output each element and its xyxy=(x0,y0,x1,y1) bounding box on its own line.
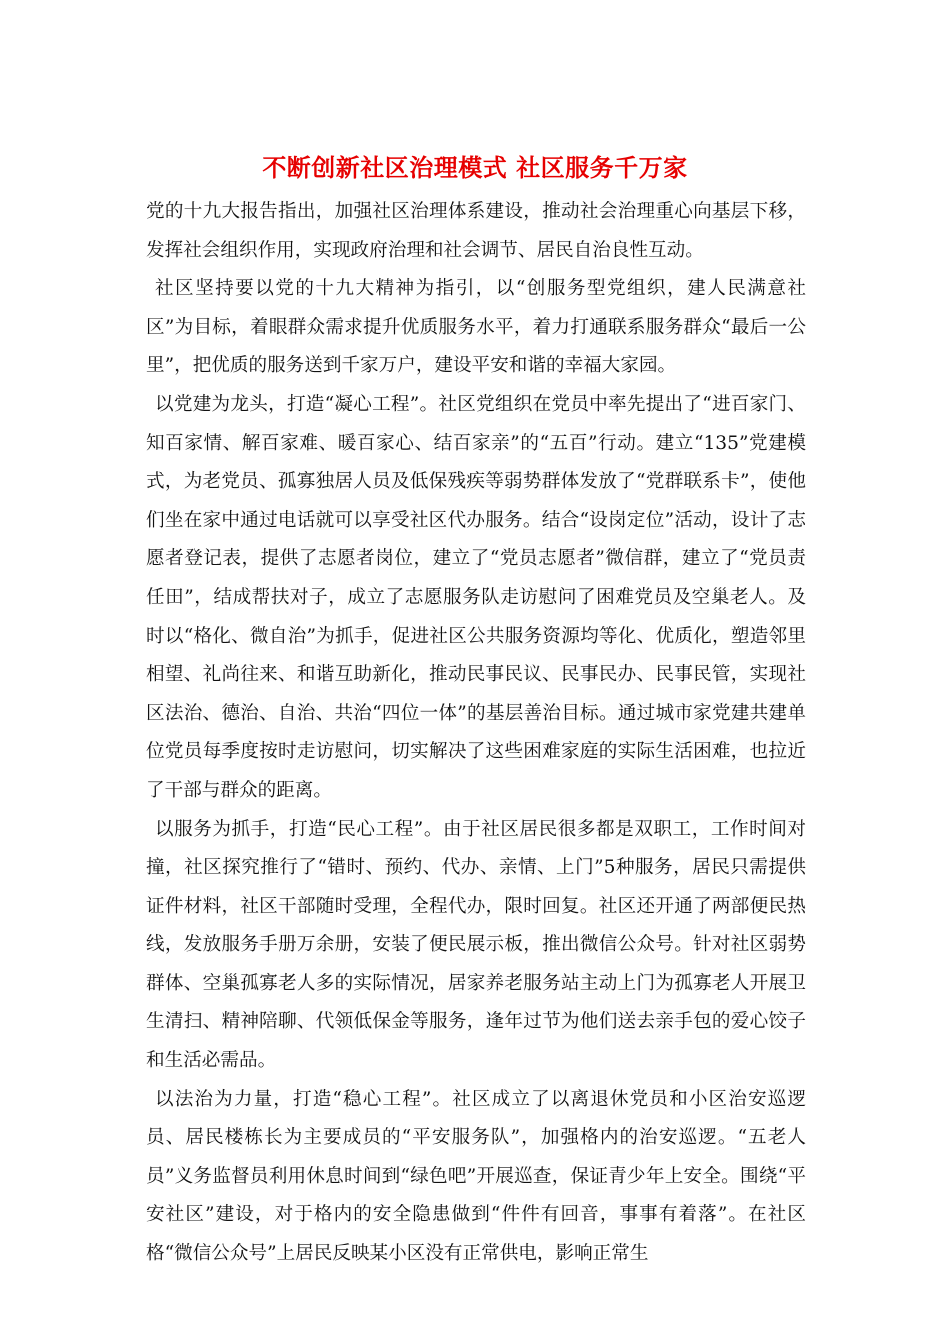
document-title: 不断创新社区治理模式 社区服务千万家 xyxy=(262,153,688,182)
paragraph-rule-of-law: 以法治为力量，打造“稳心工程”。社区成立了以离退休党员和小区治安巡逻员、居民楼栋长为主要成员的“平安服务队”，加强格内的治安巡逻。“五老人员”义务监督员利用休息时间到“绿色吧”开展巡查，保证青少年上安全。围绕“平安社区”建设，对于格内的安全隐患做到“件件有回音，事事有着落”。在社区格“微信公众号”上居民反映某小区没有正常供电，影响正常生 xyxy=(146,1088,806,1265)
paragraph-service: 以服务为抓手，打造“民心工程”。由于社区居民很多都是双职工，工作时间对撞，社区探究推行了“错时、预约、代办、亲情、上门”5种服务，居民只需提供证件材料，社区干部随时受理，全程代办，限时回复。社区还开通了两部便民热线，发放服务手册万余册，安装了便民展示板，推出微信公众号。针对社区弱势群体、空巢孤寡老人多的实际情况，居家养老服务站主动上门为孤寡老人开展卫生清扫、精神陪聊、代领低保金等服务，逢年过节为他们送去亲手包的爱心饺子和生活必需品。 xyxy=(146,818,806,1072)
document-body xyxy=(146,193,806,1274)
paragraph-party-building: 以党建为龙头，打造“凝心工程”。社区党组织在党员中率先提出了“进百家门、知百家情、解百家难、暖百家心、结百家亲”的“五百”行动。建立“135”党建模式，为老党员、孤寡独居人员及低保残疾等弱势群体发放了“党群联系卡”，使他们坐在家中通过电话就可以享受社区代办服务。结合“设岗定位”活动，设计了志愿者登记表，提供了志愿者岗位，建立了“党员志愿者”微信群，建立了“党员责任田”，结成帮扶对子，成立了志愿服务队走访慰问了困难党员及空巢老人。及时以“格化、微自治”为抓手，促进社区公共服务资源均等化、优质化，塑造邻里相望、礼尚往来、和谐互助新化，推动民事民议、民事民办、民事民管，实现社区法治、德治、自治、共治“四位一体”的基层善治目标。通过城市家党建共建单位党员每季度按时走访慰问，切实解决了这些困难家庭的实际生活困难，也拉近了干部与群众的距离。 xyxy=(146,393,806,801)
paragraph-intro: 党的十九大报告指出，加强社区治理体系建设，推动社会治理重心向基层下移，发挥社会组织作用，实现政府治理和社会调节、居民自治良性互动。 xyxy=(146,201,806,261)
paragraph-community-goal: 社区坚持要以党的十九大精神为指引，以“创服务型党组织，建人民满意社区”为目标，着眼群众需求提升优质服务水平，着力打通联系服务群众“最后一公里”，把优质的服务送到千家万户，建设平安和谐的幸福大家园。 xyxy=(146,278,806,377)
